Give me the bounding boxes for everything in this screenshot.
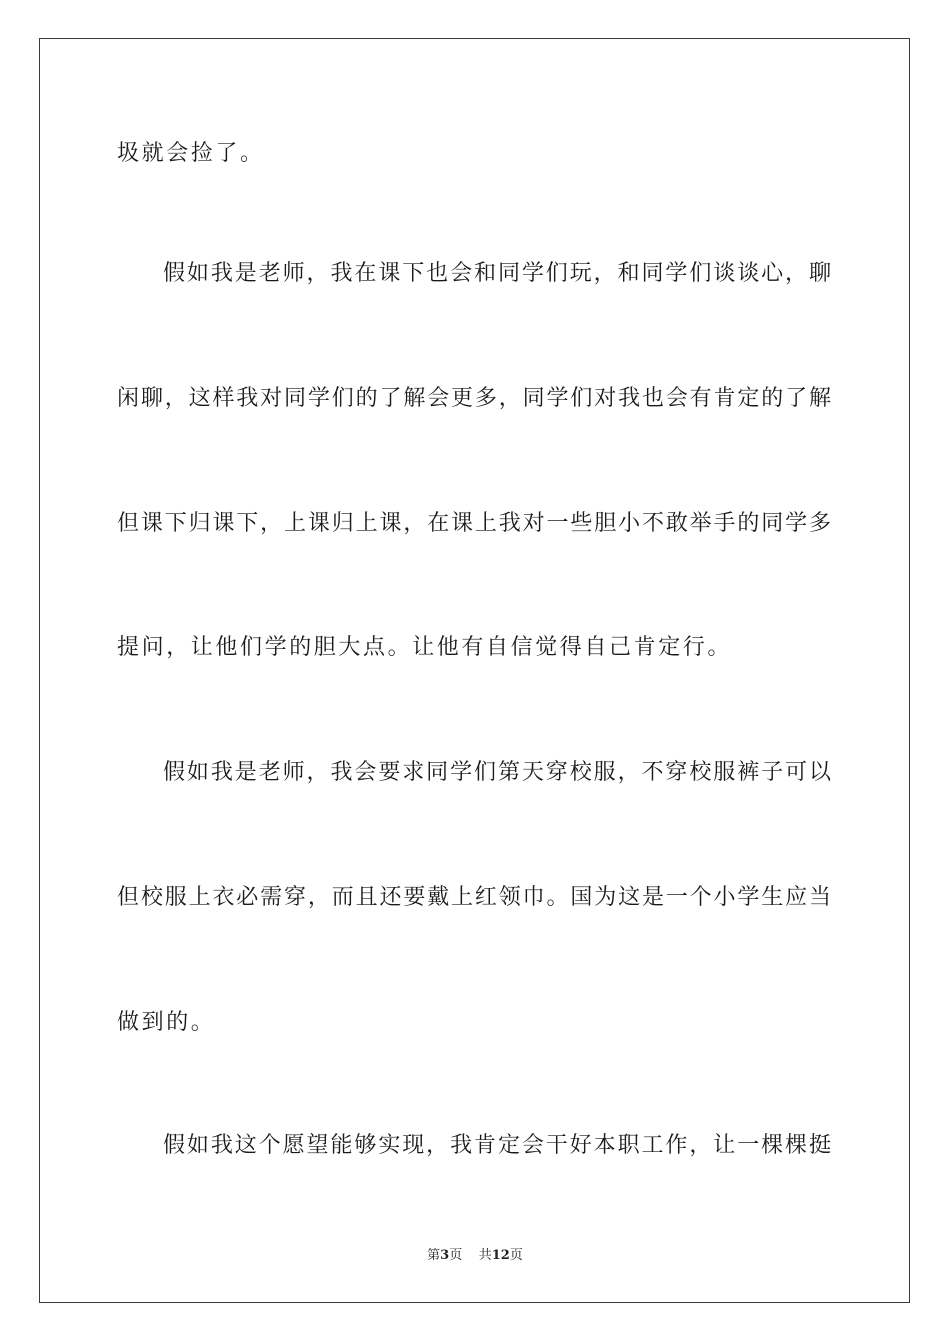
footer-total-suffix: 页 xyxy=(509,1248,523,1263)
page-border xyxy=(39,38,910,1303)
footer-page-suffix: 页 xyxy=(449,1248,463,1263)
text-line-7: 但校服上衣必需穿，而且还要戴上红领巾。国为这是一个小学生应当 xyxy=(117,885,831,910)
footer-page-current: 3 xyxy=(440,1248,450,1263)
footer-page-prefix: 第 xyxy=(427,1248,441,1263)
text-line-9: 假如我这个愿望能够实现，我肯定会干好本职工作，让一棵棵挺 xyxy=(163,1133,831,1158)
text-line-1: 圾就会捡了。 xyxy=(117,141,265,166)
text-line-3: 闲聊，这样我对同学们的了解会更多，同学们对我也会有肯定的了解 xyxy=(117,386,831,411)
text-line-4: 但课下归课下，上课归上课，在课上我对一些胆小不敢举手的同学多 xyxy=(117,511,831,536)
text-line-6: 假如我是老师，我会要求同学们第天穿校服，不穿校服裤子可以 xyxy=(163,760,831,785)
text-line-2: 假如我是老师，我在课下也会和同学们玩，和同学们谈谈心，聊 xyxy=(163,261,831,286)
footer-total-prefix: 共 xyxy=(478,1248,492,1263)
text-line-8: 做到的。 xyxy=(117,1010,216,1035)
footer-total-pages: 12 xyxy=(491,1248,510,1263)
text-line-5: 提问，让他们学的胆大点。让他有自信觉得自己肯定行。 xyxy=(117,635,733,660)
page-footer xyxy=(0,1247,950,1265)
